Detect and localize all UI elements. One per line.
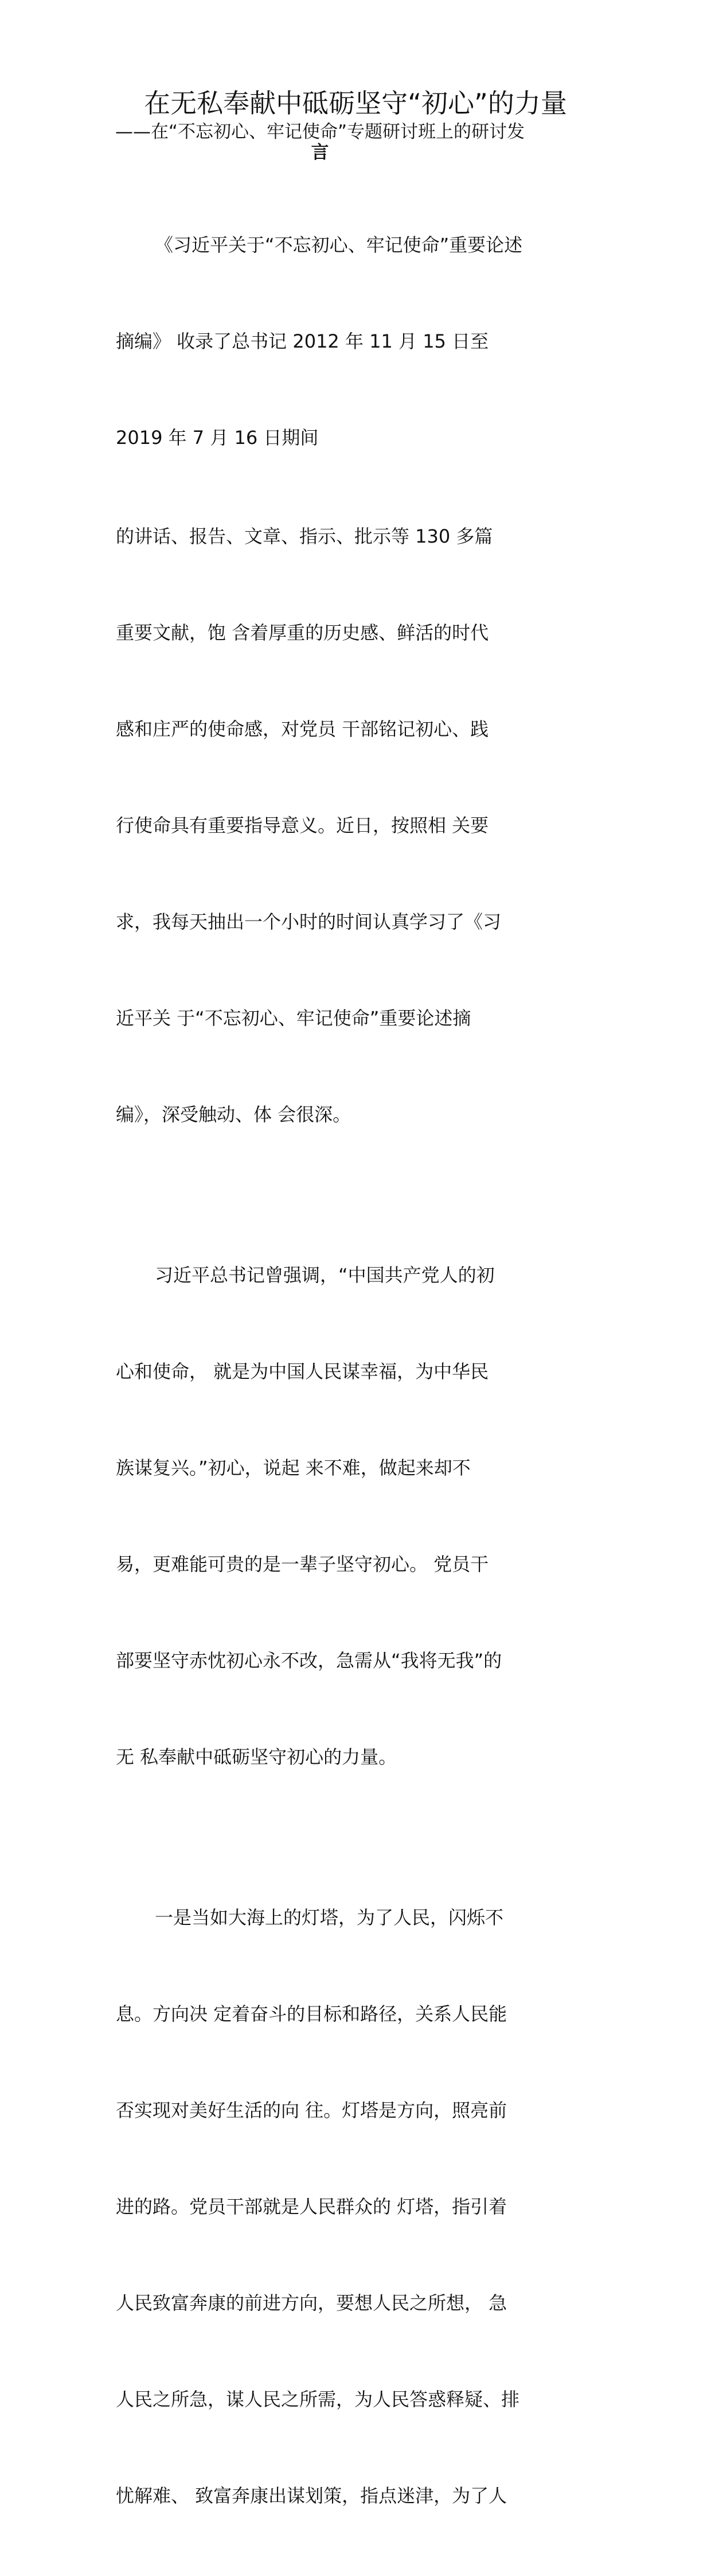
paragraph-line: 一是当如大海上的灯塔，为了人民，闪烁不 <box>155 1907 504 1928</box>
paragraph-line: 人民致富奔康的前进方向，要想人民之所想， 急 <box>116 2292 507 2314</box>
paragraph-line: 无 私奉献中砥砺坚守初心的力量。 <box>116 1746 397 1768</box>
paragraph-line: 行使命具有重要指导意义。近日，按照相 关要 <box>116 815 489 836</box>
paragraph-line: 族谋复兴。”初心，说起 来不难，做起来却不 <box>116 1457 471 1479</box>
paragraph-line: 重要文献，饱 含着厚重的历史感、鲜活的时代 <box>116 622 489 644</box>
paragraph-line: 摘编》 收录了总书记 2012 年 11 月 15 日至 <box>116 330 489 352</box>
document-subtitle <box>96 122 544 163</box>
paragraph-line: 的讲话、报告、文章、指示、批示等 130 多篇 <box>116 525 493 547</box>
paragraph-line: 息。方向决 定着奋斗的目标和路径，关系人民能 <box>116 2003 507 2025</box>
paragraph-line: 感和庄严的使命感，对党员 干部铭记初心、践 <box>116 718 489 740</box>
subtitle-line-1: ——在“不忘初心、牢记使命”专题研讨班上的研讨发 <box>115 122 525 142</box>
paragraph-line: 习近平总书记曾强调，“中国共产党人的初 <box>155 1264 495 1286</box>
paragraph-line: 心和使命， 就是为中国人民谋幸福，为中华民 <box>116 1361 489 1382</box>
document-body <box>116 165 540 2576</box>
paragraph-2 <box>116 1195 540 1837</box>
paragraph-line: 近平关 于“不忘初心、牢记使命”重要论述摘 <box>116 1007 471 1029</box>
paragraph-line: 部要坚守赤忱初心永不改，急需从“我将无我”的 <box>116 1650 502 1671</box>
paragraph-line: 《习近平关于“不忘初心、牢记使命”重要论述 <box>155 234 523 256</box>
paragraph-line: 2019 年 7 月 16 日期间 <box>116 427 319 449</box>
paragraph-line: 进的路。党员干部就是人民群众的 灯塔，指引着 <box>116 2196 507 2218</box>
paragraph-1 <box>116 165 540 1195</box>
document-title: 在无私奉献中砥砺坚守“初心”的力量 <box>144 88 567 119</box>
subtitle-line-2: 言 <box>311 142 329 163</box>
paragraph-line: 人民之所急，谋人民之所需，为人民答惑释疑、排 <box>116 2388 520 2410</box>
paragraph-line: 编》，深受触动、体 会很深。 <box>116 1104 351 1125</box>
paragraph-line: 否实现对美好生活的向 往。灯塔是方向，照亮前 <box>116 2099 507 2121</box>
paragraph-line: 忧解难、 致富奔康出谋划策，指点迷津，为了人 <box>116 2485 507 2507</box>
paragraph-line: 易，更难能可贵的是一辈子坚守初心。 党员干 <box>116 1553 489 1575</box>
paragraph-line: 求，我每天抽出一个小时的时间认真学习了《习 <box>116 911 502 933</box>
paragraph-3 <box>116 1837 540 2576</box>
